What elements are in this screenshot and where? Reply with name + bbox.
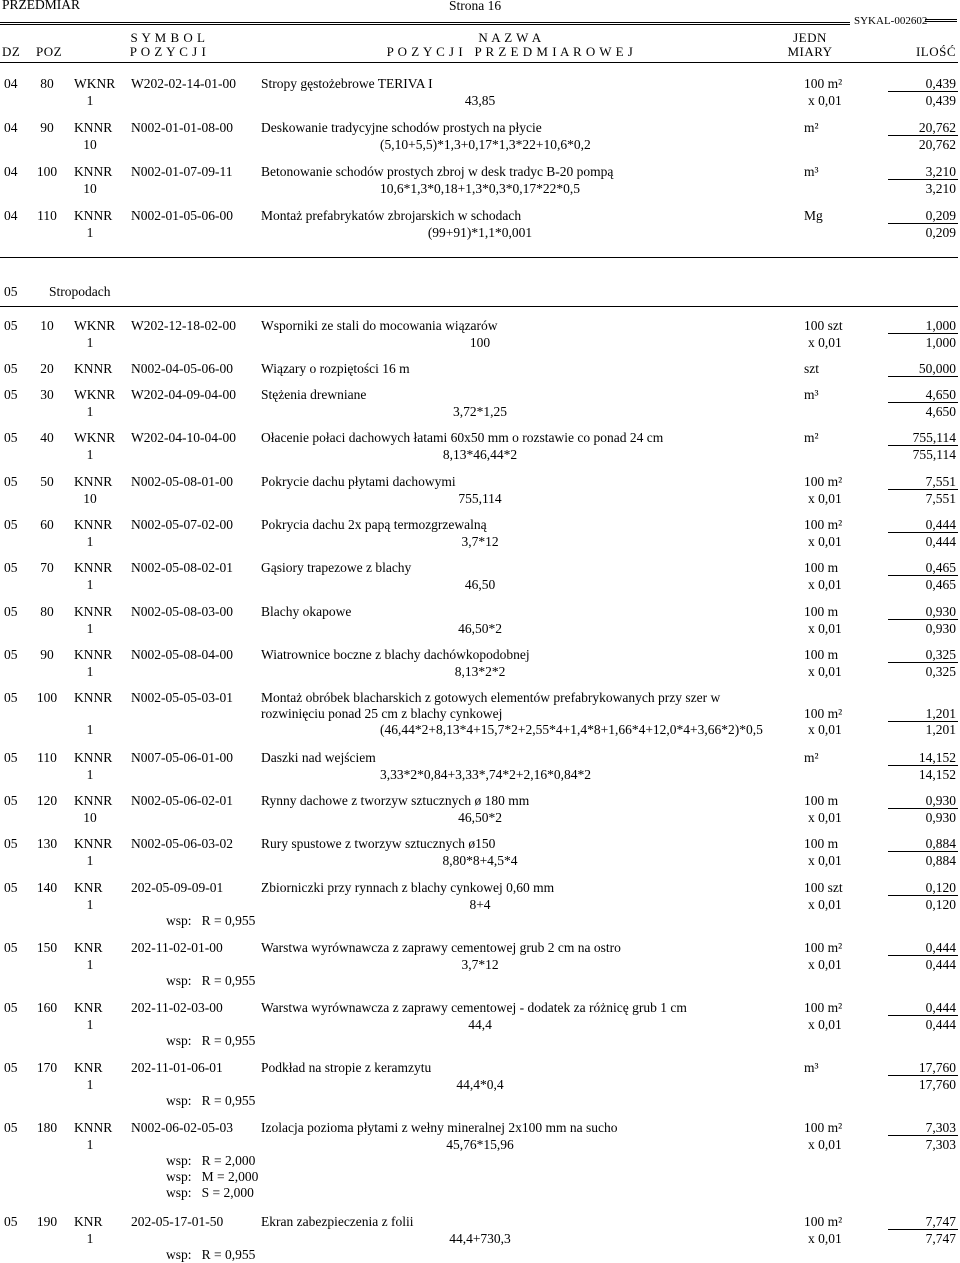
row-poz: 80	[40, 604, 54, 619]
row-dz: 05	[4, 880, 18, 895]
row-symbol: N002-01-01-08-00	[131, 120, 233, 135]
row-multiplier: 1	[86, 335, 94, 350]
header-rule-top	[0, 22, 850, 25]
row-dz: 05	[4, 361, 18, 376]
row-multiplier: 10	[83, 810, 97, 825]
row-qty: 0,325	[925, 647, 956, 662]
row-poz: 110	[37, 750, 57, 765]
row-calc-qty: 4,650	[925, 404, 956, 419]
row-calc-qty: 0,444	[925, 534, 956, 549]
quantity-underline	[888, 223, 958, 224]
row-dz: 05	[4, 836, 18, 851]
quantity-underline	[888, 955, 958, 956]
row-qty: 0,439	[925, 76, 956, 91]
quantity-underline	[888, 765, 958, 766]
row-symbol: N002-01-07-09-11	[131, 164, 233, 179]
row-qty: 4,650	[925, 387, 956, 402]
row-name: Rynny dachowe z tworzyw sztucznych ø 180 mm	[261, 793, 530, 808]
row-unit: m²	[804, 750, 819, 765]
row-unit: m²	[804, 430, 819, 445]
row-dz: 05	[4, 750, 18, 765]
row-qty: 0,465	[925, 560, 956, 575]
row-calculation: 43,85	[464, 93, 496, 108]
row-qty: 0,884	[925, 836, 956, 851]
row-multiplier: 1	[86, 534, 94, 549]
row-unit: m³	[804, 1060, 819, 1075]
row-dz: 04	[4, 120, 18, 135]
row-poz: 130	[36, 836, 58, 851]
row-calc-unit: x 0,01	[808, 534, 842, 549]
quantity-underline	[888, 851, 958, 852]
row-poz: 100	[36, 164, 58, 179]
row-symbol: 202-11-01-06-01	[131, 1060, 223, 1075]
row-coefficient: wsp: S = 2,000	[166, 1185, 254, 1200]
row-multiplier: 1	[86, 767, 94, 782]
row-unit: 100 m²	[804, 474, 843, 489]
row-qty: 7,551	[925, 474, 956, 489]
quantity-underline	[888, 135, 958, 136]
row-poz: 180	[36, 1120, 58, 1135]
row-coefficient: wsp: R = 2,000	[166, 1153, 256, 1168]
section-rule-bottom	[0, 306, 958, 307]
quantity-underline	[888, 1075, 958, 1076]
row-unit: 100 szt	[804, 318, 843, 333]
row-catalog: KNNR	[74, 1120, 113, 1135]
row-unit: szt	[804, 361, 819, 376]
row-poz: 90	[40, 647, 54, 662]
row-name: Stropy gęstożebrowe TERIVA I	[261, 76, 433, 91]
row-name: Wiatrownice boczne z blachy dachówkopodobnej	[261, 647, 530, 662]
row-poz: 60	[40, 517, 54, 532]
row-calculation: 46,50	[464, 577, 496, 592]
row-name: Wsporniki ze stali do mocowania wiązarów	[261, 318, 498, 333]
row-calc-unit: x 0,01	[808, 491, 842, 506]
row-symbol: N002-05-08-02-01	[131, 560, 233, 575]
row-symbol: N002-05-06-03-02	[131, 836, 233, 851]
row-qty: 3,210	[925, 164, 956, 179]
row-poz: 120	[36, 793, 58, 808]
row-symbol: N002-05-07-02-00	[131, 517, 233, 532]
row-multiplier: 1	[86, 853, 94, 868]
row-poz: 90	[40, 120, 54, 135]
row-calc-qty: 0,930	[925, 810, 956, 825]
row-catalog: KNNR	[74, 690, 113, 705]
row-dz: 04	[4, 76, 18, 91]
row-qty: 0,209	[925, 208, 956, 223]
row-name-cont: rozwinięciu ponad 25 cm z blachy cynkowej	[261, 706, 503, 721]
row-calculation: (99+91)*1,1*0,001	[427, 225, 533, 240]
row-unit: 100 m²	[804, 76, 843, 91]
row-coefficient: wsp: M = 2,000	[166, 1169, 259, 1184]
row-name: Gąsiory trapezowe z blachy	[261, 560, 412, 575]
row-calc-unit: x 0,01	[808, 1231, 842, 1246]
row-symbol: W202-02-14-01-00	[131, 76, 236, 91]
section-rule-top	[0, 257, 958, 258]
header-unit-top: JEDN	[793, 30, 827, 45]
row-calc-qty: 20,762	[918, 137, 956, 152]
row-multiplier: 10	[83, 137, 97, 152]
row-dz: 05	[4, 1000, 18, 1015]
row-coefficient: wsp: R = 0,955	[166, 913, 256, 928]
row-calculation: (5,10+5,5)*1,3+0,17*1,3*22+10,6*0,2	[380, 137, 591, 152]
quantity-underline	[888, 1015, 958, 1016]
row-qty: 14,152	[918, 750, 956, 765]
row-symbol: N002-05-08-03-00	[131, 604, 233, 619]
row-name: Podkład na stropie z keramzytu	[261, 1060, 432, 1075]
row-name: Wiązary o rozpiętości 16 m	[261, 361, 410, 376]
row-name: Montaż obróbek blacharskich z gotowych elementów prefabrykowanych przy szer w	[261, 690, 721, 705]
row-catalog: KNR	[74, 880, 103, 895]
row-poz: 70	[40, 560, 54, 575]
row-dz: 05	[4, 387, 18, 402]
row-name: Warstwa wyrównawcza z zaprawy cementowej grub 2 cm na ostro	[261, 940, 621, 955]
row-catalog: KNNR	[74, 793, 113, 808]
row-catalog: WKNR	[74, 76, 116, 91]
row-poz: 30	[40, 387, 54, 402]
row-multiplier: 10	[83, 181, 97, 196]
header-rule-bottom	[0, 62, 958, 63]
row-catalog: KNR	[74, 1000, 103, 1015]
row-dz: 05	[4, 1120, 18, 1135]
quantity-underline	[888, 1229, 958, 1230]
row-calc-qty: 0,444	[925, 957, 956, 972]
quantity-underline	[888, 91, 958, 92]
row-catalog: KNNR	[74, 474, 113, 489]
row-qty: 0,930	[925, 793, 956, 808]
row-calculation: 3,7*12	[461, 534, 499, 549]
code-rule	[925, 19, 957, 22]
row-unit: 100 m²	[804, 1000, 843, 1015]
row-poz: 170	[36, 1060, 58, 1075]
row-unit: 100 m	[804, 560, 839, 575]
row-symbol: 202-05-09-09-01	[131, 880, 224, 895]
row-unit: 100 m	[804, 793, 839, 808]
row-qty: 0,444	[925, 1000, 956, 1015]
quantity-underline	[888, 333, 958, 334]
row-unit: m²	[804, 120, 819, 135]
quantity-underline	[888, 489, 958, 490]
row-dz: 05	[4, 474, 18, 489]
row-qty: 755,114	[912, 430, 956, 445]
quantity-underline	[888, 619, 958, 620]
row-symbol: N002-05-06-02-01	[131, 793, 233, 808]
row-calc-unit: x 0,01	[808, 810, 842, 825]
row-name: Warstwa wyrównawcza z zaprawy cementowej - dodatek za różnicę grub 1 cm	[261, 1000, 687, 1015]
row-multiplier: 1	[86, 664, 94, 679]
row-dz: 05	[4, 1060, 18, 1075]
row-calc-qty: 7,551	[925, 491, 956, 506]
row-calc-unit: x 0,01	[808, 621, 842, 636]
row-multiplier: 1	[86, 1137, 94, 1152]
row-calc-unit: x 0,01	[808, 957, 842, 972]
row-calc-qty: 14,152	[918, 767, 956, 782]
row-unit: 100 m	[804, 836, 839, 851]
row-name: Stężenia drewniane	[261, 387, 367, 402]
row-catalog: KNNR	[74, 560, 113, 575]
row-calc-qty: 0,209	[925, 225, 956, 240]
quantity-underline	[888, 662, 958, 663]
quantity-underline	[888, 808, 958, 809]
section-dz: 05	[4, 284, 18, 299]
header-unit-bottom: MIARY	[787, 44, 833, 59]
row-multiplier: 1	[86, 404, 94, 419]
row-poz: 10	[40, 318, 54, 333]
header-name-bottom: P O Z Y C J I P R Z E D M I A R O W E J	[386, 44, 634, 59]
row-calc-qty: 0,930	[925, 621, 956, 636]
row-calculation: 3,72*1,25	[453, 404, 507, 419]
row-multiplier: 1	[86, 897, 94, 912]
row-qty: 0,444	[925, 940, 956, 955]
row-multiplier: 1	[86, 447, 94, 462]
row-catalog: WKNR	[74, 430, 116, 445]
row-poz: 110	[37, 208, 57, 223]
row-unit: 100 m	[804, 647, 839, 662]
row-unit: 100 m²	[804, 517, 843, 532]
page-number: Strona 16	[449, 0, 502, 13]
row-catalog: KNNR	[74, 647, 113, 662]
row-poz: 100	[36, 690, 58, 705]
row-dz: 05	[4, 1214, 18, 1229]
document-code: SYKAL-002602	[854, 15, 928, 27]
row-symbol: 202-11-02-01-00	[131, 940, 223, 955]
row-calculation: 46,50*2	[458, 621, 502, 636]
header-poz: POZ	[36, 44, 63, 59]
section-title: Stropodach	[49, 284, 111, 299]
row-calculation: 8,80*8+4,5*4	[442, 853, 518, 868]
row-name: Blachy okapowe	[261, 604, 352, 619]
row-symbol: W202-04-09-04-00	[131, 387, 236, 402]
row-poz: 40	[40, 430, 54, 445]
quantity-underline	[888, 532, 958, 533]
row-calc-unit: x 0,01	[808, 93, 842, 108]
row-qty: 1,201	[925, 706, 956, 721]
row-calc-qty: 0,884	[925, 853, 956, 868]
row-calc-unit: x 0,01	[808, 853, 842, 868]
row-catalog: KNNR	[74, 208, 113, 223]
row-qty: 1,000	[925, 318, 956, 333]
row-dz: 05	[4, 517, 18, 532]
row-catalog: KNR	[74, 940, 103, 955]
row-calc-unit: x 0,01	[808, 722, 842, 737]
row-qty: 0,120	[925, 880, 956, 895]
row-dz: 05	[4, 318, 18, 333]
row-catalog: WKNR	[74, 318, 116, 333]
row-name: Ekran zabezpieczenia z folii	[261, 1214, 414, 1229]
row-name: Deskowanie tradycyjne schodów prostych na płycie	[261, 120, 542, 135]
row-poz: 140	[36, 880, 58, 895]
row-unit: 100 m²	[804, 706, 843, 721]
quantity-underline	[888, 895, 958, 896]
row-qty: 7,747	[925, 1214, 956, 1229]
row-calculation: 46,50*2	[458, 810, 502, 825]
row-poz: 190	[36, 1214, 58, 1229]
row-name: Zbiorniczki przy rynnach z blachy cynkowej 0,60 mm	[261, 880, 555, 895]
header-qty: ILOŚĆ	[915, 44, 956, 59]
row-calculation: 10,6*1,3*0,18+1,3*0,3*0,17*22*0,5	[380, 181, 580, 196]
row-catalog: KNNR	[74, 120, 113, 135]
row-calc-qty: 7,747	[925, 1231, 956, 1246]
row-symbol: W202-12-18-02-00	[131, 318, 236, 333]
row-multiplier: 1	[86, 225, 94, 240]
row-catalog: KNR	[74, 1060, 103, 1075]
row-calc-qty: 1,000	[925, 335, 956, 350]
row-unit: 100 m²	[804, 940, 843, 955]
row-multiplier: 1	[86, 957, 94, 972]
row-calc-qty: 0,439	[925, 93, 956, 108]
row-dz: 05	[4, 940, 18, 955]
row-calc-qty: 0,444	[925, 1017, 956, 1032]
row-dz: 05	[4, 647, 18, 662]
row-symbol: W202-04-10-04-00	[131, 430, 236, 445]
row-calculation: 44,4	[468, 1017, 492, 1032]
row-calculation: 44,4+730,3	[449, 1231, 511, 1246]
row-calculation: 755,114	[458, 491, 502, 506]
row-unit: m³	[804, 387, 819, 402]
row-calc-unit: x 0,01	[808, 335, 842, 350]
row-symbol: N002-06-02-05-03	[131, 1120, 233, 1135]
row-catalog: KNNR	[74, 164, 113, 179]
row-catalog: KNNR	[74, 604, 113, 619]
quantity-underline	[888, 575, 958, 576]
row-calc-qty: 3,210	[925, 181, 956, 196]
row-dz: 04	[4, 164, 18, 179]
row-dz: 05	[4, 793, 18, 808]
row-coefficient: wsp: R = 0,955	[166, 1033, 256, 1048]
row-unit: 100 m	[804, 604, 839, 619]
row-poz: 150	[36, 940, 58, 955]
quantity-underline	[888, 445, 958, 446]
row-dz: 05	[4, 430, 18, 445]
row-multiplier: 10	[83, 491, 97, 506]
quantity-underline	[888, 1135, 958, 1136]
row-poz: 20	[40, 361, 54, 376]
row-calculation: 8,13*2*2	[454, 664, 506, 679]
row-catalog: KNNR	[74, 361, 113, 376]
row-calc-qty: 0,465	[925, 577, 956, 592]
row-dz: 05	[4, 690, 18, 705]
row-symbol: N002-05-05-03-01	[131, 690, 233, 705]
row-symbol: N007-05-06-01-00	[131, 750, 233, 765]
header-name-top: N A Z W A	[478, 30, 542, 45]
row-calc-unit: x 0,01	[808, 577, 842, 592]
row-dz: 04	[4, 208, 18, 223]
row-calculation: 8,13*46,44*2	[442, 447, 518, 462]
row-poz: 160	[36, 1000, 58, 1015]
row-symbol: 202-11-02-03-00	[131, 1000, 223, 1015]
row-unit: 100 m²	[804, 1214, 843, 1229]
row-qty: 0,930	[925, 604, 956, 619]
row-calc-qty: 17,760	[918, 1077, 956, 1092]
row-symbol: N002-01-05-06-00	[131, 208, 233, 223]
row-calculation: (46,44*2+8,13*4+15,7*2+2,55*4+1,4*8+1,66*4+12,0*4+3,66*2)*0,5	[380, 722, 763, 737]
row-name: Betonowanie schodów prostych zbroj w desk tradyc B-20 pompą	[261, 164, 614, 179]
row-calc-unit: x 0,01	[808, 664, 842, 679]
row-calculation: 45,76*15,96	[446, 1137, 514, 1152]
row-unit: m³	[804, 164, 819, 179]
row-name: Pokrycia dachu 2x papą termozgrzewalną	[261, 517, 487, 532]
row-calc-unit: x 0,01	[808, 1017, 842, 1032]
row-catalog: KNNR	[74, 517, 113, 532]
row-poz: 50	[40, 474, 54, 489]
quantity-underline	[888, 402, 958, 403]
row-name: Ołacenie połaci dachowych łatami 60x50 mm o rozstawie co ponad 24 cm	[261, 430, 664, 445]
row-qty: 20,762	[918, 120, 956, 135]
quantity-underline	[888, 376, 958, 377]
row-qty: 7,303	[925, 1120, 956, 1135]
row-calculation: 3,33*2*0,84+3,33*,74*2+2,16*0,84*2	[380, 767, 591, 782]
row-catalog: KNNR	[74, 750, 113, 765]
row-symbol: N002-04-05-06-00	[131, 361, 233, 376]
row-calculation: 100	[469, 335, 491, 350]
row-poz: 80	[40, 76, 54, 91]
row-symbol: 202-05-17-01-50	[131, 1214, 224, 1229]
row-symbol: N002-05-08-01-00	[131, 474, 233, 489]
row-multiplier: 1	[86, 1017, 94, 1032]
row-unit: 100 szt	[804, 880, 843, 895]
row-name: Daszki nad wejściem	[261, 750, 376, 765]
row-catalog: KNR	[74, 1214, 103, 1229]
header-symbol-top: S Y M B O L	[130, 30, 206, 45]
row-catalog: WKNR	[74, 387, 116, 402]
row-multiplier: 1	[86, 93, 94, 108]
row-multiplier: 1	[86, 577, 94, 592]
row-dz: 05	[4, 604, 18, 619]
row-calc-qty: 0,120	[925, 897, 956, 912]
row-coefficient: wsp: R = 0,955	[166, 1247, 256, 1262]
row-unit: 100 m²	[804, 1120, 843, 1135]
header-symbol-bottom: P O Z Y C J I	[129, 44, 207, 59]
row-calculation: 3,7*12	[461, 957, 499, 972]
row-symbol: N002-05-08-04-00	[131, 647, 233, 662]
row-multiplier: 1	[86, 621, 94, 636]
row-coefficient: wsp: R = 0,955	[166, 973, 256, 988]
row-qty: 17,760	[918, 1060, 956, 1075]
row-coefficient: wsp: R = 0,955	[166, 1093, 256, 1108]
row-calc-qty: 755,114	[912, 447, 956, 462]
quantity-underline	[888, 179, 958, 180]
row-calc-unit: x 0,01	[808, 1137, 842, 1152]
row-unit: Mg	[804, 208, 823, 223]
row-name: Montaż prefabrykatów zbrojarskich w schodach	[261, 208, 522, 223]
row-name: Izolacja pozioma płytami z wełny mineralnej 2x100 mm na sucho	[261, 1120, 618, 1135]
row-dz: 05	[4, 560, 18, 575]
row-calc-qty: 0,325	[925, 664, 956, 679]
row-qty: 50,000	[918, 361, 956, 376]
row-name: Rury spustowe z tworzyw sztucznych ø150	[261, 836, 496, 851]
row-calc-qty: 7,303	[925, 1137, 956, 1152]
row-calc-qty: 1,201	[925, 722, 956, 737]
row-multiplier: 1	[86, 1077, 94, 1092]
row-multiplier: 1	[86, 1231, 94, 1246]
row-calculation: 8+4	[469, 897, 491, 912]
row-calculation: 44,4*0,4	[456, 1077, 504, 1092]
row-name: Pokrycie dachu płytami dachowymi	[261, 474, 456, 489]
document-title: PRZEDMIAR	[2, 0, 81, 12]
row-calc-unit: x 0,01	[808, 897, 842, 912]
row-qty: 0,444	[925, 517, 956, 532]
header-dz: DZ	[2, 44, 21, 59]
row-catalog: KNNR	[74, 836, 113, 851]
row-multiplier: 1	[86, 722, 94, 737]
